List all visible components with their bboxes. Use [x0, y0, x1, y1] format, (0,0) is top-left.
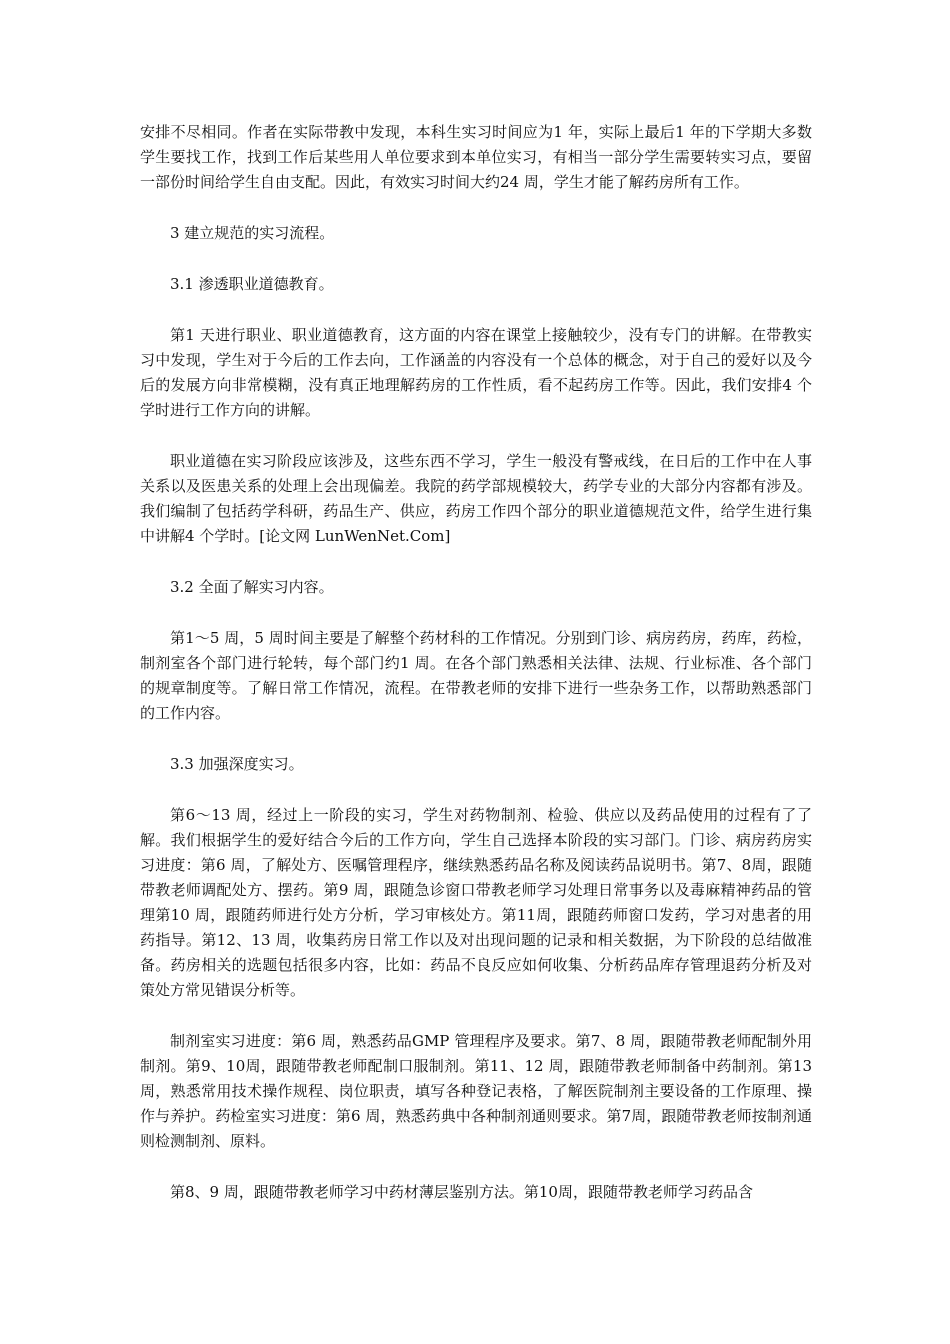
- paragraph: 第1～5 周，5 周时间主要是了解整个药材科的工作情况。分别到门诊、病房药房，药库，药检，制剂室各个部门进行轮转，每个部门约1 周。在各个部门熟悉相关法律、法规、行业标准、各个部门的规章制度等。了解日常工作情况，流程。在带教老师的安排下进行一些杂务工作，以帮助熟悉部门的工作内容。: [140, 629, 812, 722]
- paragraph: 第8、9 周，跟随带教老师学习中药材薄层鉴别方法。第10周，跟随带教老师学习药品含: [170, 1183, 753, 1201]
- section-heading-3: 3 建立规范的实习流程。: [170, 224, 335, 242]
- section-heading-3-2: 3.2 全面了解实习内容。: [170, 578, 334, 596]
- section-heading-3-3: 3.3 加强深度实习。: [170, 755, 304, 773]
- paragraph: 职业道德在实习阶段应该涉及，这些东西不学习，学生一般没有警戒线，在日后的工作中在人事关系以及医患关系的处理上会出现偏差。我院的药学部规模较大，药学专业的大部分内容都有涉及。我们编制了包括药学科研，药品生产、供应，药房工作四个部分的职业道德规范文件，给学生进行集中讲解4 个学时。[论文网 LunWenNet.Com]: [140, 452, 812, 545]
- document-page: [140, 120, 812, 1231]
- paragraph: 制剂室实习进度：第6 周，熟悉药品GMP 管理程序及要求。第7、8 周，跟随带教老师配制外用制剂。第9、10周，跟随带教老师配制口服制剂。第11、12 周，跟随带教老师制备中药制剂。第13 周，熟悉常用技术操作规程、岗位职责，填写各种登记表格，了解医院制剂主要设备的工作原理、操作与养护。药检室实习进度：第6 周，熟悉药典中各种制剂通则要求。第7周，跟随带教老师按制剂通则检测制剂、原料。: [140, 1032, 812, 1150]
- paragraph: 第6～13 周，经过上一阶段的实习，学生对药物制剂、检验、供应以及药品使用的过程有了了解。我们根据学生的爱好结合今后的工作方向，学生自己选择本阶段的实习部门。门诊、病房药房实习进度：第6 周，了解处方、医嘱管理程序，继续熟悉药品名称及阅读药品说明书。第7、8周，跟随带教老师调配处方、摆药。第9 周，跟随急诊窗口带教老师学习处理日常事务以及毒麻精神药品的管理第10 周，跟随药师进行处方分析，学习审核处方。第11周，跟随药师窗口发药，学习对患者的用药指导。第12、13 周，收集药房日常工作以及对出现问题的记录和相关数据，为下阶段的总结做准备。药房相关的选题包括很多内容，比如：药品不良反应如何收集、分析药品库存管理退药分析及对策处方常见错误分析等。: [140, 806, 812, 999]
- paragraph-continuation: 安排不尽相同。作者在实际带教中发现，本科生实习时间应为1 年，实际上最后1 年的下学期大多数学生要找工作，找到工作后某些用人单位要求到本单位实习，有相当一部分学生需要转实习点，要留一部份时间给学生自由支配。因此，有效实习时间大约24 周，学生才能了解药房所有工作。: [140, 123, 812, 191]
- section-heading-3-1: 3.1 渗透职业道德教育。: [170, 275, 334, 293]
- paragraph: 第1 天进行职业、职业道德教育，这方面的内容在课堂上接触较少，没有专门的讲解。在带教实习中发现，学生对于今后的工作去向，工作涵盖的内容没有一个总体的概念，对于自己的爱好以及今后的发展方向非常模糊，没有真正地理解药房的工作性质，看不起药房工作等。因此，我们安排4 个学时进行工作方向的讲解。: [140, 326, 812, 419]
